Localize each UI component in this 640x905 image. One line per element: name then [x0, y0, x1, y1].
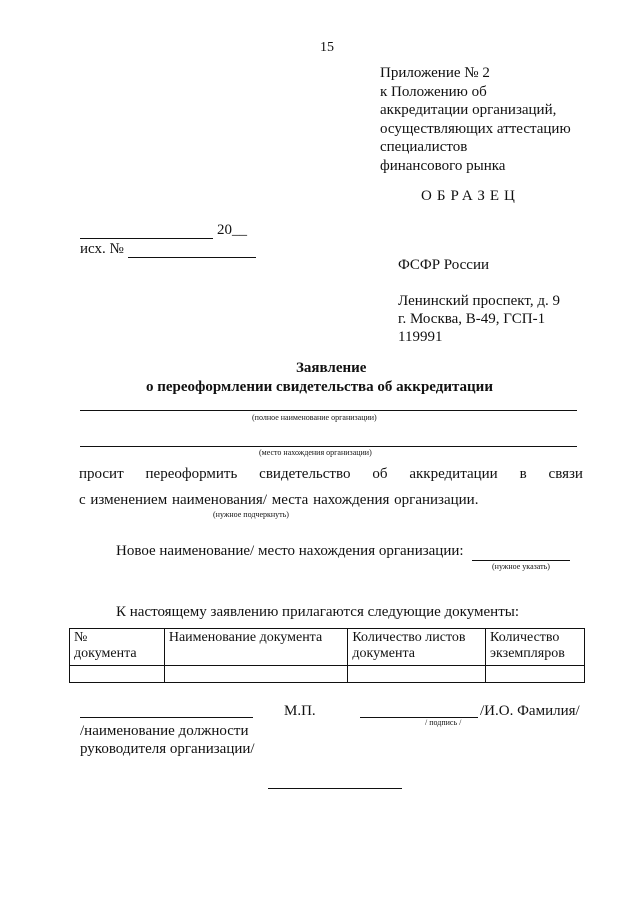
- position-caption-line: руководителя организации/: [80, 741, 255, 757]
- signer-name: /И.О. Фамилия/: [480, 703, 580, 719]
- org-location-hint: (место нахождения организации): [259, 448, 372, 457]
- appendix-block: [380, 64, 571, 175]
- outgoing-number-line: [128, 257, 256, 258]
- request-line1: [79, 466, 583, 483]
- table-cell: [164, 666, 348, 683]
- appendix-line: осуществляющих аттестацию: [380, 120, 571, 137]
- request-word: в: [519, 466, 527, 482]
- org-location-line: [80, 446, 577, 447]
- col-header-sheet-count: [348, 629, 486, 666]
- sample-label: ОБРАЗЕЦ: [421, 188, 520, 204]
- addressee-address: [398, 292, 560, 346]
- col-header-text: Количество листов: [352, 630, 466, 645]
- new-name-line: [472, 560, 570, 561]
- appendix-line: аккредитации организаций,: [380, 102, 557, 118]
- request-word: просит: [79, 466, 124, 482]
- col-header-text: документа: [352, 646, 415, 661]
- position-caption-line: /наименование должности: [80, 723, 249, 739]
- col-header-text: №: [74, 630, 88, 645]
- title-line2: о переоформлении свидетельства об аккредитации: [146, 379, 493, 395]
- request-word: связи: [548, 466, 583, 482]
- table-cell: [348, 666, 486, 683]
- appendix-line: Приложение № 2: [380, 65, 490, 81]
- col-header-text: экземпляров: [490, 646, 565, 661]
- col-header-text: Наименование документа: [168, 630, 323, 645]
- position-caption: [80, 722, 255, 758]
- address-line: г. Москва, В-49, ГСП-1: [398, 311, 546, 327]
- org-name-hint: (полное наименование организации): [252, 413, 377, 422]
- col-header-copies: [486, 629, 585, 666]
- request-word: свидетельство: [259, 466, 351, 482]
- bottom-rule: [268, 788, 402, 789]
- appendix-line: к Положению об: [380, 83, 487, 100]
- appendix-line: финансового рынка: [380, 157, 506, 174]
- table-cell: [70, 666, 165, 683]
- address-line: Ленинский проспект, д. 9: [398, 293, 560, 309]
- position-line: [80, 717, 253, 718]
- attachments-label: К настоящему заявлению прилагаются следующие документы:: [116, 604, 520, 620]
- addressee-org: ФСФР России: [398, 257, 490, 273]
- signature-hint: / подпись /: [425, 718, 462, 727]
- appendix-line: специалистов: [380, 139, 468, 155]
- table-header-row: [70, 629, 585, 666]
- underline-hint: (нужное подчеркнуть): [213, 510, 289, 519]
- specify-hint: (нужное указать): [492, 562, 550, 571]
- col-header-text: Количество: [490, 630, 560, 645]
- date-year: 20__: [217, 222, 247, 238]
- stamp-label: М.П.: [284, 703, 316, 719]
- page-number: 15: [320, 40, 334, 55]
- title-line1: Заявление: [296, 360, 367, 376]
- col-header-doc-name: [164, 629, 348, 666]
- new-name-label: Новое наименование/ место нахождения организации:: [116, 543, 464, 559]
- request-word: об: [372, 466, 388, 482]
- documents-table: [69, 628, 585, 683]
- date-line: [80, 238, 213, 239]
- address-line: 119991: [398, 329, 443, 345]
- request-line2: с изменением наименования/ места нахождения организации.: [79, 492, 479, 508]
- request-word: аккредитации: [409, 466, 498, 482]
- table-cell: [486, 666, 585, 683]
- org-name-line: [80, 410, 577, 411]
- table-row: [70, 666, 585, 683]
- col-header-text: документа: [74, 646, 137, 661]
- request-word: переоформить: [145, 466, 238, 482]
- col-header-number: [70, 629, 165, 666]
- outgoing-number-label: исх. №: [80, 241, 124, 257]
